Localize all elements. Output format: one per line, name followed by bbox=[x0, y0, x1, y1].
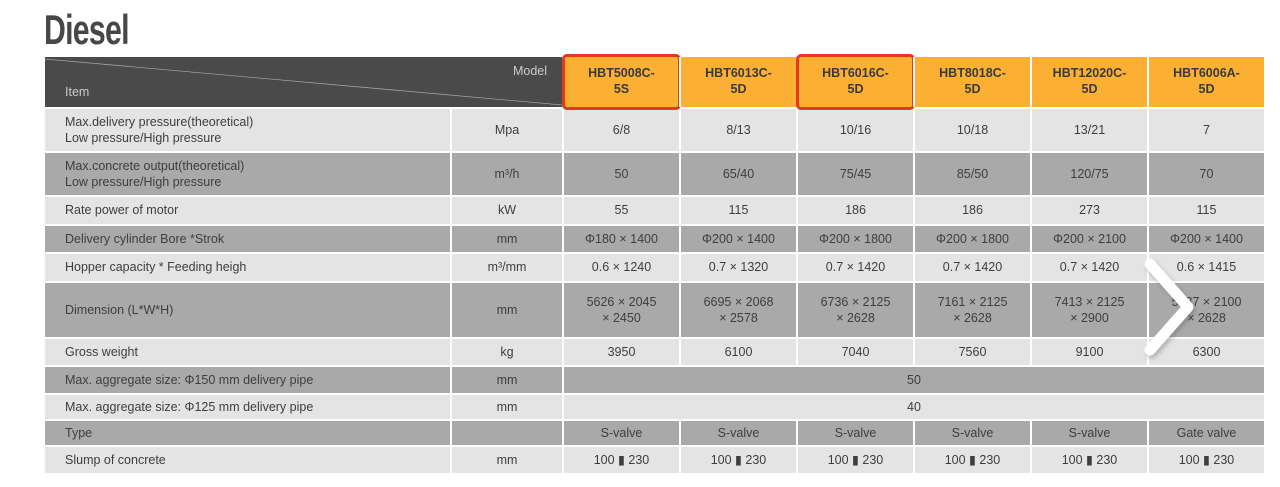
value-text: 7413 × 2125 bbox=[1054, 294, 1125, 309]
unit-cell bbox=[450, 339, 562, 365]
value-cell bbox=[679, 421, 796, 445]
value-cell bbox=[679, 339, 796, 365]
value-text: Φ200 × 1800 bbox=[936, 231, 1009, 246]
value-text: 100 ▮ 230 bbox=[1061, 452, 1118, 467]
value-text: 100 ▮ 230 bbox=[944, 452, 1001, 467]
spec-table bbox=[45, 57, 1264, 473]
value-cell bbox=[679, 226, 796, 252]
value-text: 6/8 bbox=[612, 122, 631, 137]
value-text: 65/40 bbox=[722, 166, 755, 181]
unit-cell bbox=[450, 447, 562, 473]
value-text: 115 bbox=[728, 203, 749, 218]
value-cell bbox=[913, 339, 1030, 365]
value-cell bbox=[562, 421, 679, 445]
model-column-header-hbt6013c bbox=[679, 57, 796, 107]
merged-value-cell bbox=[562, 395, 1264, 419]
value-text: 50 bbox=[907, 372, 921, 387]
model-name-line2: 5D bbox=[847, 82, 864, 96]
value-cell bbox=[796, 254, 913, 281]
row-label-cell bbox=[45, 447, 450, 473]
row-label-line1: Max.delivery pressure(theoretical) bbox=[65, 114, 254, 129]
value-text: 7040 bbox=[841, 344, 870, 359]
row-label: Gross weight bbox=[65, 344, 138, 359]
value-text: × 2628 bbox=[1187, 311, 1226, 325]
unit-cell bbox=[450, 421, 562, 445]
table-row-gross-weight bbox=[45, 339, 1264, 365]
table-row-slump bbox=[45, 447, 1264, 473]
value-text: Φ200 × 2100 bbox=[1053, 231, 1126, 246]
value-text: Gate valve bbox=[1176, 425, 1237, 440]
value-cell bbox=[562, 254, 679, 281]
model-name-line2: 5D bbox=[1081, 82, 1098, 96]
value-text: Φ200 × 1400 bbox=[702, 231, 775, 246]
value-text: 0.7 × 1420 bbox=[1059, 260, 1120, 275]
row-label-cell bbox=[45, 283, 450, 337]
value-text: 7560 bbox=[958, 344, 987, 359]
unit-cell bbox=[450, 367, 562, 393]
value-text: × 2628 bbox=[953, 311, 992, 325]
value-text: 10/18 bbox=[956, 122, 989, 137]
value-cell bbox=[913, 153, 1030, 195]
value-cell bbox=[1030, 109, 1147, 151]
value-text: 10/16 bbox=[839, 122, 872, 137]
value-cell bbox=[796, 153, 913, 195]
value-cell bbox=[1030, 226, 1147, 252]
value-cell bbox=[679, 109, 796, 151]
model-name-line1: HBT6013C- bbox=[705, 66, 772, 81]
value-cell bbox=[1147, 109, 1264, 151]
value-text: 7 bbox=[1203, 122, 1210, 137]
item-axis-label: Item bbox=[65, 84, 90, 99]
value-cell bbox=[1147, 226, 1264, 252]
table-row-hopper-capacity bbox=[45, 254, 1264, 281]
value-cell bbox=[796, 421, 913, 445]
value-text: 100 ▮ 230 bbox=[710, 452, 767, 467]
value-text: 120/75 bbox=[1070, 166, 1109, 181]
row-label-cell bbox=[45, 226, 450, 252]
value-text: 6300 bbox=[1192, 344, 1221, 359]
row-label: Delivery cylinder Bore *Strok bbox=[65, 231, 225, 246]
value-cell bbox=[562, 226, 679, 252]
value-text: 70 bbox=[1199, 166, 1214, 181]
value-text: 186 bbox=[962, 203, 983, 218]
model-column-header-hbt8018c bbox=[913, 57, 1030, 107]
value-cell bbox=[1147, 447, 1264, 473]
value-text: Φ200 × 1800 bbox=[819, 231, 892, 246]
value-text: 40 bbox=[907, 399, 921, 414]
value-cell bbox=[796, 197, 913, 224]
value-text: 5787 × 2100 bbox=[1171, 294, 1242, 309]
value-text: × 2450 bbox=[602, 311, 641, 325]
unit-cell bbox=[450, 109, 562, 151]
row-label-cell bbox=[45, 367, 450, 393]
value-cell bbox=[913, 226, 1030, 252]
value-text: 0.6 × 1415 bbox=[1176, 260, 1237, 275]
value-cell bbox=[913, 421, 1030, 445]
table-header-row bbox=[45, 57, 1264, 107]
value-text: 0.7 × 1320 bbox=[708, 260, 769, 275]
value-text: × 2628 bbox=[836, 311, 875, 325]
value-cell bbox=[796, 226, 913, 252]
value-cell bbox=[562, 109, 679, 151]
row-label: Slump of concrete bbox=[65, 452, 166, 467]
unit-text: m³/h bbox=[494, 166, 520, 181]
model-axis-label: Model bbox=[512, 64, 547, 78]
diagonal-divider-line bbox=[45, 57, 562, 107]
value-cell bbox=[1030, 283, 1147, 337]
unit-text: m³/mm bbox=[487, 260, 527, 275]
row-label: Rate power of motor bbox=[65, 203, 179, 218]
value-text: 3950 bbox=[607, 344, 636, 359]
value-text: 100 ▮ 230 bbox=[827, 452, 884, 467]
value-cell bbox=[1030, 254, 1147, 281]
value-cell bbox=[1147, 153, 1264, 195]
value-cell bbox=[1147, 421, 1264, 445]
value-cell bbox=[796, 109, 913, 151]
model-name-line1: HBT5008C- bbox=[588, 66, 655, 81]
model-column-header-hbt5008c bbox=[562, 57, 679, 107]
model-name-line1: HBT6006A- bbox=[1173, 66, 1240, 81]
value-text: Φ200 × 1400 bbox=[1170, 231, 1243, 246]
value-cell bbox=[1030, 339, 1147, 365]
value-text: 115 bbox=[1196, 203, 1217, 218]
value-text: S-valve bbox=[1068, 425, 1111, 440]
value-cell bbox=[679, 153, 796, 195]
value-text: S-valve bbox=[834, 425, 877, 440]
unit-text: mm bbox=[496, 452, 518, 467]
unit-text: kg bbox=[500, 344, 514, 359]
value-text: 6695 × 2068 bbox=[703, 294, 774, 309]
row-label-cell bbox=[45, 153, 450, 195]
table-row-type bbox=[45, 421, 1264, 445]
value-text: 9100 bbox=[1075, 344, 1104, 359]
row-label-cell bbox=[45, 339, 450, 365]
value-cell bbox=[913, 197, 1030, 224]
unit-cell bbox=[450, 283, 562, 337]
value-cell bbox=[1030, 421, 1147, 445]
model-name-line1: HBT6016C- bbox=[822, 66, 889, 81]
value-text: × 2900 bbox=[1070, 311, 1109, 325]
row-label-cell bbox=[45, 197, 450, 224]
value-text: 50 bbox=[614, 166, 629, 181]
unit-cell bbox=[450, 226, 562, 252]
value-cell bbox=[562, 339, 679, 365]
merged-value-cell bbox=[562, 367, 1264, 393]
value-cell bbox=[679, 197, 796, 224]
row-label-cell bbox=[45, 254, 450, 281]
value-text: 13/21 bbox=[1073, 122, 1106, 137]
row-label: Max. aggregate size: Φ150 mm delivery pipe bbox=[65, 372, 314, 387]
table-row-aggregate-150 bbox=[45, 367, 1264, 393]
model-name-line1: HBT12020C- bbox=[1052, 66, 1127, 81]
value-text: 8/13 bbox=[726, 122, 751, 137]
value-text: 75/45 bbox=[839, 166, 872, 181]
model-column-header-hbt6016c bbox=[796, 57, 913, 107]
unit-text: mm bbox=[496, 399, 518, 414]
model-column-header-hbt6006a bbox=[1147, 57, 1264, 107]
model-column-header-hbt12020c bbox=[1030, 57, 1147, 107]
model-name-line2: 5S bbox=[613, 82, 630, 96]
unit-cell bbox=[450, 153, 562, 195]
model-name-line2: 5D bbox=[1198, 82, 1215, 96]
model-name-line1: HBT8018C- bbox=[939, 66, 1006, 81]
value-cell bbox=[562, 447, 679, 473]
value-text: Φ180 × 1400 bbox=[585, 231, 658, 246]
unit-text: mm bbox=[496, 231, 518, 246]
value-text: 7161 × 2125 bbox=[937, 294, 1008, 309]
table-row-aggregate-125 bbox=[45, 395, 1264, 419]
value-cell bbox=[796, 339, 913, 365]
unit-text: Mpa bbox=[494, 122, 520, 137]
value-cell bbox=[679, 447, 796, 473]
value-text: S-valve bbox=[951, 425, 994, 440]
row-label-cell bbox=[45, 395, 450, 419]
value-cell bbox=[562, 283, 679, 337]
page-title: Diesel bbox=[44, 6, 129, 53]
value-cell bbox=[1030, 153, 1147, 195]
value-text: 5626 × 2045 bbox=[586, 294, 657, 309]
value-cell bbox=[796, 283, 913, 337]
value-text: 100 ▮ 230 bbox=[1178, 452, 1235, 467]
table-row-dimension bbox=[45, 283, 1264, 337]
value-text: 100 ▮ 230 bbox=[593, 452, 650, 467]
table-row-max-concrete-output bbox=[45, 153, 1264, 195]
value-text: S-valve bbox=[717, 425, 760, 440]
value-text: 0.6 × 1240 bbox=[591, 260, 652, 275]
value-text: 186 bbox=[845, 203, 866, 218]
value-text: S-valve bbox=[600, 425, 643, 440]
value-text: 55 bbox=[614, 203, 629, 218]
row-label-line2: Low pressure/High pressure bbox=[65, 131, 222, 145]
value-cell bbox=[913, 109, 1030, 151]
value-cell bbox=[913, 254, 1030, 281]
row-label: Hopper capacity * Feeding heigh bbox=[65, 260, 247, 275]
unit-cell bbox=[450, 395, 562, 419]
unit-text: kW bbox=[497, 203, 517, 218]
table-row-rate-power bbox=[45, 197, 1264, 224]
row-label-cell bbox=[45, 421, 450, 445]
value-text: 85/50 bbox=[956, 166, 989, 181]
value-text: 6100 bbox=[724, 344, 753, 359]
value-cell bbox=[562, 197, 679, 224]
value-cell bbox=[1030, 447, 1147, 473]
value-cell bbox=[1030, 197, 1147, 224]
unit-text: mm bbox=[496, 372, 518, 387]
value-text: 6736 × 2125 bbox=[820, 294, 891, 309]
model-name-line2: 5D bbox=[730, 82, 747, 96]
unit-cell bbox=[450, 197, 562, 224]
row-label: Type bbox=[65, 425, 93, 440]
value-cell bbox=[562, 153, 679, 195]
value-cell bbox=[796, 447, 913, 473]
row-label-cell bbox=[45, 109, 450, 151]
value-cell bbox=[679, 283, 796, 337]
value-text: 273 bbox=[1079, 203, 1100, 218]
value-cell bbox=[679, 254, 796, 281]
row-label-line1: Max.concrete output(theoretical) bbox=[65, 158, 245, 173]
value-text: × 2578 bbox=[719, 311, 758, 325]
value-cell bbox=[913, 447, 1030, 473]
value-cell bbox=[913, 283, 1030, 337]
table-row-delivery-cylinder bbox=[45, 226, 1264, 252]
row-label: Dimension (L*W*H) bbox=[65, 302, 174, 317]
row-label: Max. aggregate size: Φ125 mm delivery pipe bbox=[65, 399, 314, 414]
model-name-line2: 5D bbox=[964, 82, 981, 96]
value-text: 0.7 × 1420 bbox=[942, 260, 1003, 275]
value-cell bbox=[1147, 197, 1264, 224]
next-arrow-icon[interactable] bbox=[1143, 257, 1195, 357]
unit-text: mm bbox=[496, 302, 518, 317]
unit-cell bbox=[450, 254, 562, 281]
row-label-line2: Low pressure/High pressure bbox=[65, 175, 222, 189]
value-text: 0.7 × 1420 bbox=[825, 260, 886, 275]
corner-cell bbox=[45, 57, 562, 107]
table-row-max-delivery-pressure bbox=[45, 109, 1264, 151]
